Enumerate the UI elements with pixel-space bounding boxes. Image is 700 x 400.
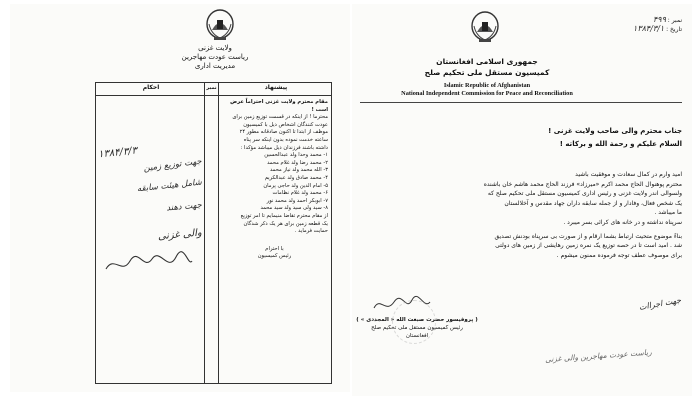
proposal-line: موظف از ابتدا تا اکنون صادقانه مطور ۲۴ xyxy=(239,129,328,136)
afghanistan-emblem-icon xyxy=(205,8,235,42)
proposal-line: ۳- الله محمد ولد نیاز محمد xyxy=(269,167,328,174)
proposal-line: ۵- امام الدین ولد حاجی پرمان xyxy=(263,182,328,189)
handwritten-note xyxy=(562,295,682,318)
header-commission: کمیسیون مستقل ملی تحکیم صلح xyxy=(424,68,550,77)
body-line: برای موصوف عطف توجه فرموده ممنون میشوم . xyxy=(556,251,682,259)
greeting: السلام علیکم و رحمة الله و برکاته ! xyxy=(559,140,682,148)
body-line: ولسوالی اندر ولایت غزنی و رئیس اداری کمیسیون مستقل ملی تحکیم صلح که xyxy=(487,190,682,198)
signatory-country: افغانستان xyxy=(405,333,429,339)
proposal-line: ۷- ابوبکر احمد ولد محمد نور xyxy=(266,197,328,204)
handwritten-line: جهت توزیع زمین xyxy=(143,156,203,174)
handwritten-line: شامل هیئت سابقه xyxy=(136,177,203,195)
proposal-line: ۸- سید ولی سید ولد سید محمد xyxy=(260,205,328,212)
handwritten-signature-mark xyxy=(104,251,194,279)
afghanistan-emblem-icon xyxy=(470,10,500,44)
header-republic: جمهوری اسلامی افغانستان xyxy=(436,57,538,66)
proposal-line: یک قطعه زمین برای هر یک ذکر شدگان xyxy=(243,220,328,227)
proposal-line: عودت کنندگان اشخاص ذیل با کمیسیون xyxy=(243,121,328,128)
column-header-actions: احکام xyxy=(142,84,160,91)
handwritten-note xyxy=(412,347,653,365)
header-office: مدیریت اداری xyxy=(194,62,236,70)
right-header-english xyxy=(372,82,602,98)
proposal-line: از مقام محترم تقاضا منیمایم تا امر توزیع xyxy=(240,212,328,219)
handwritten-line: جهت اجراات xyxy=(638,295,682,312)
proposal-line: ۴- محمد صادق ولد عبدالکریم xyxy=(264,174,328,181)
handwritten-line: جهت دهند xyxy=(165,200,203,214)
date-value: ۱۳۸۴/۳/۱ xyxy=(633,24,665,33)
body-line: محترم پوهنوال الحاج محمد اکرم «میرزاد» فرزند الحاج محمد هاشم خان باشنده xyxy=(483,180,682,188)
official-seal xyxy=(392,300,436,344)
handwritten-date: ۱۳۸۴/۳/۳ xyxy=(97,145,138,161)
body-line: سرپناه نداشته و در خانه های کرائی بسر میبرد . xyxy=(563,218,682,226)
date-label: تاریخ : xyxy=(666,26,682,33)
ref-number-value: ۴۹۹ xyxy=(652,15,666,24)
body-line: امید وارم در کمال سعادت و موفقیت باشید xyxy=(575,171,682,178)
right-document xyxy=(352,4,692,396)
salutation: جناب محترم والی صاحب ولایت غزنی ! xyxy=(548,127,682,135)
reference-block xyxy=(587,16,682,34)
proposal-line: حمایت فرماید . xyxy=(294,228,328,235)
header-commission-en: National Independent Commission for Peace and Reconciliation xyxy=(401,90,573,97)
proposal-line: ساعته خدمت نموده بدون اینکه سر پناه xyxy=(243,136,328,143)
left-document xyxy=(10,4,350,392)
ref-number-label: نمبر : xyxy=(667,17,682,24)
signatory-title: رئیس کمیسیون مستقل ملی تحکیم صلح xyxy=(371,325,463,331)
right-header-persian xyxy=(392,56,582,78)
body-line: بناءً موضوع متحیث ارتباط بشما ارقام و از صورت بی سرپناه بودنش تصدیق xyxy=(494,232,682,240)
handwritten-decree xyxy=(98,97,202,245)
column-header-proposal: پیشنهاد xyxy=(264,84,288,91)
left-header xyxy=(160,44,270,71)
proposal-line: رئیس کمیسیون xyxy=(257,253,292,260)
header-divider xyxy=(360,102,682,103)
proposal-line: ۶- محمد ولد غلام نظامات xyxy=(272,190,328,197)
proposal-line: ۲- محمد رضا ولد غلام محمد xyxy=(267,159,328,166)
body-line: شد . امید است تا در حصه توزیع یک نمره زمین رهایشی از زمین های دولتی xyxy=(495,242,682,250)
header-republic-en: Islamic Republic of Afghanistan xyxy=(443,82,531,89)
header-province: ولایت غزنی xyxy=(198,44,232,52)
signatory-name: ( پروفیسور حضرت صبغت الله « المجددی » ) xyxy=(356,317,478,323)
body-line: یک شخص فعال، وفادار و از جمله سابقه داران جهاد مقدس و آخلالستان xyxy=(504,199,682,207)
header-department: ریاست عودت مهاجرین xyxy=(181,53,249,61)
body-line: ما میباشد . xyxy=(654,209,682,217)
handwritten-line: ریاست عودت مهاجرین والی غزنی xyxy=(544,347,653,365)
proposal-line: مقام محترم ولایت غزنی احتراماً عرض xyxy=(230,99,328,105)
proposal-line: است ! xyxy=(311,106,328,113)
column-header-number: نمبر xyxy=(206,85,217,91)
handwritten-signature: والی غزنی xyxy=(157,227,203,243)
proposal-line: داشته باشند فرزندان ذیل میباشد مؤکدا : xyxy=(240,144,328,151)
proposal-text xyxy=(221,99,328,261)
proposal-table xyxy=(95,82,332,384)
proposal-line: با احترام xyxy=(265,245,284,252)
proposal-line: ۱- محمد وحدا ولد عبدالحسین xyxy=(264,152,328,159)
proposal-line: محترما ! از اینکه در قسمت توزیع زمین برای xyxy=(232,114,328,121)
letter-body xyxy=(362,170,682,260)
